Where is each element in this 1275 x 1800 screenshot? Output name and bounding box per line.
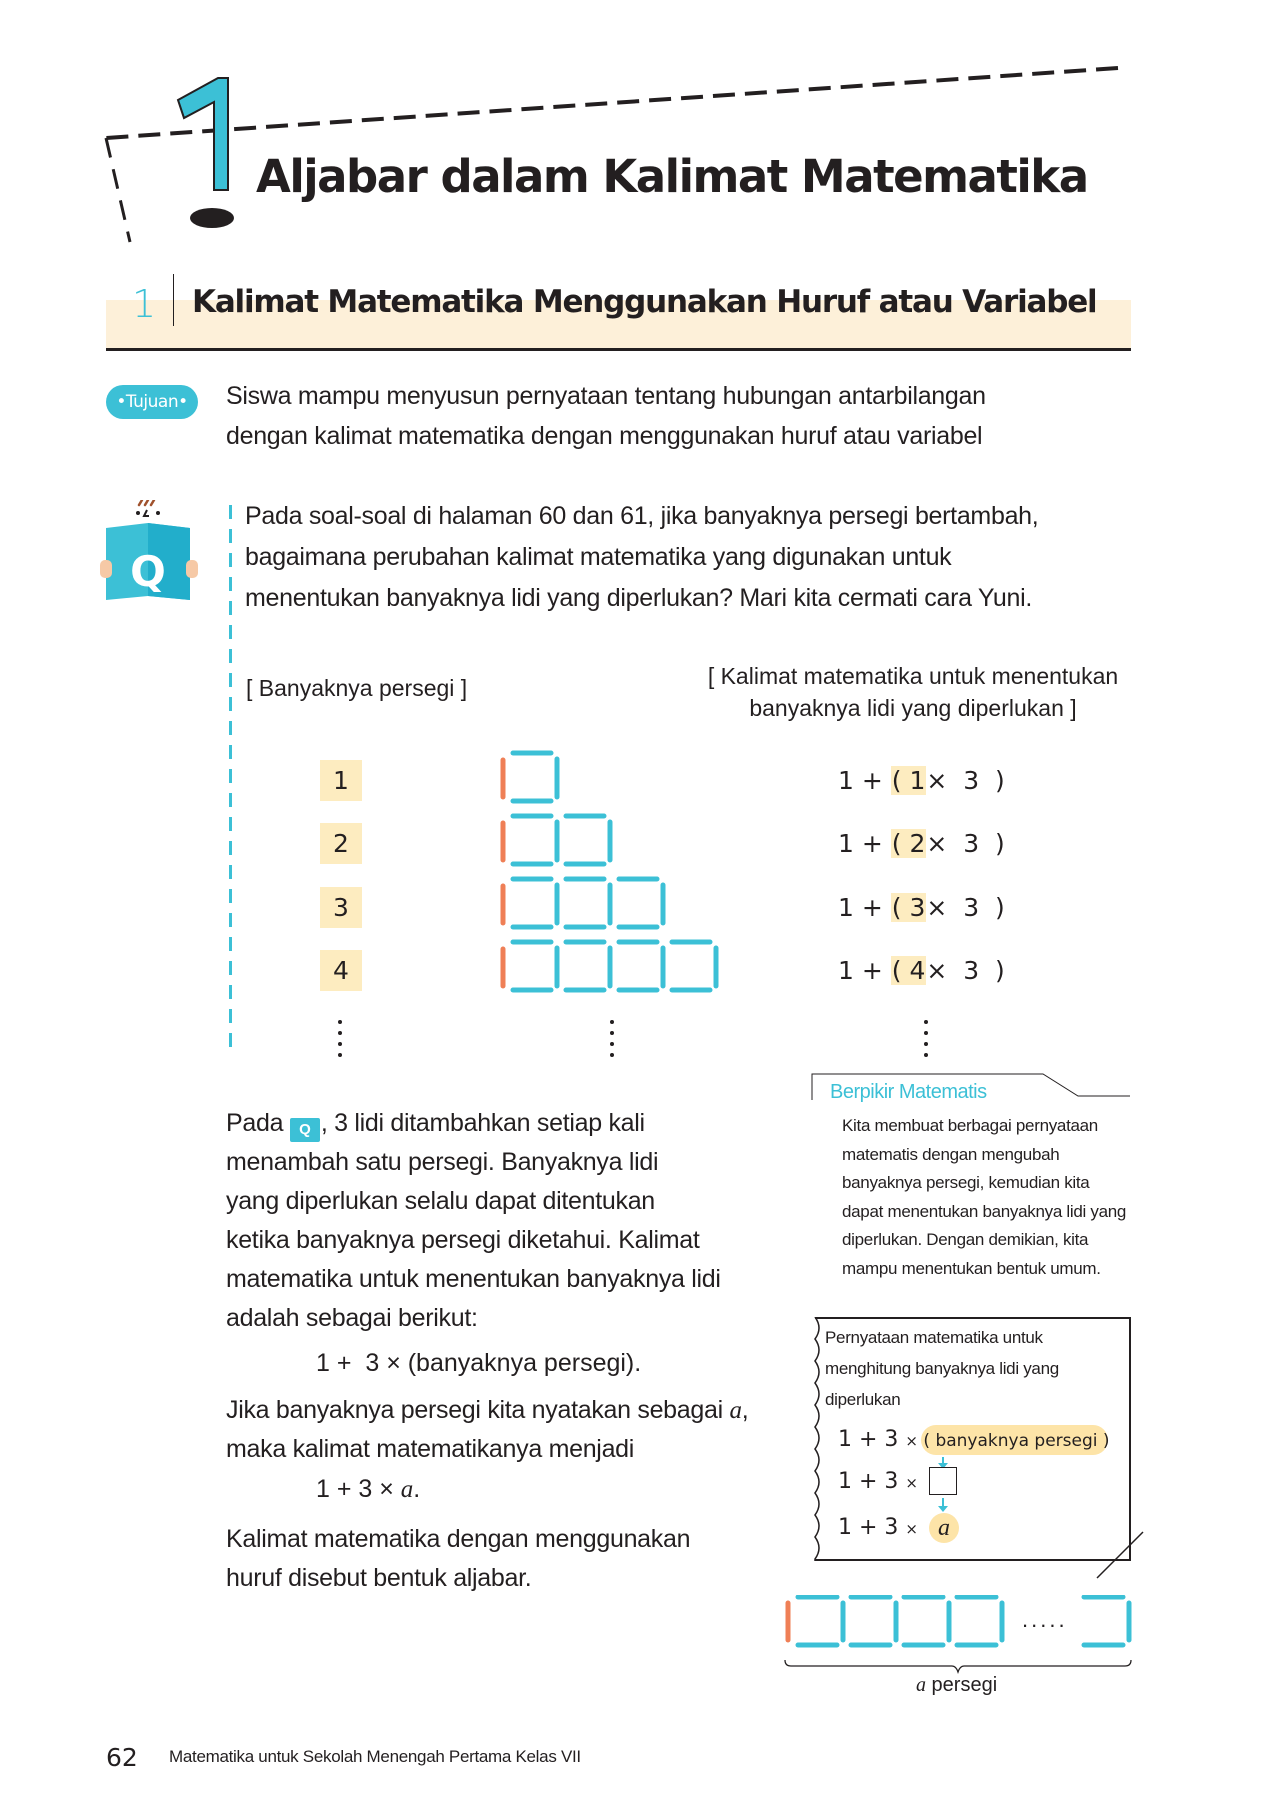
statement-expr-box [838, 1466, 918, 1499]
think-line: dapat menentukan banyaknya lidi yang [842, 1201, 1127, 1221]
section-rule [106, 348, 1131, 351]
header-line: banyaknya lidi yang diperlukan ] [749, 695, 1077, 721]
page-number: 62 [106, 1743, 138, 1772]
expr-pre: 1 + [838, 829, 891, 858]
book-title: Matematika untuk Sekolah Menengah Pertama Kelas VII [169, 1747, 581, 1766]
expr-post: × 3 ) [926, 893, 1005, 922]
expr-pre: 1 + [838, 893, 891, 922]
question-dashed-line [229, 505, 232, 1050]
variable-paragraph [226, 1391, 806, 1469]
square-count-box: 3 [320, 887, 362, 928]
expression-row [838, 887, 1005, 928]
formula-general: 1 + 3 × (banyaknya persegi). [316, 1349, 642, 1377]
expr-highlight: ( 2 [891, 829, 926, 858]
expr-highlight: ( 3 [891, 893, 926, 922]
vertical-ellipsis-icon [610, 1020, 616, 1064]
header-line: [ Kalimat matematika untuk menentukan [707, 663, 1119, 689]
statement-expr-variable [838, 1512, 918, 1545]
explanation-line: menambah satu persegi. Banyaknya lidi [226, 1148, 659, 1176]
q-book-character-icon [100, 500, 200, 600]
explanation-line: matematika untuk menentukan banyaknya lidi [226, 1265, 721, 1293]
times-sign: × [905, 1520, 918, 1538]
text: . [413, 1475, 421, 1503]
question-line: bagaimana perubahan kalimat matematika yang digunakan untuk [245, 543, 952, 571]
goal-line: Siswa mampu menyusun pernyataan tentang hubungan antarbilangan [226, 382, 986, 410]
text: , [741, 1396, 749, 1424]
expression-row [838, 760, 1005, 801]
expr-post: × 3 ) [926, 956, 1005, 985]
statement-line: Pernyataan matematika untuk [825, 1328, 1043, 1347]
text: ( banyaknya persegi ) [918, 1431, 1110, 1451]
square-count-box: 1 [320, 760, 362, 801]
goal-text [226, 376, 1126, 456]
text: 1 + 3 [838, 1469, 906, 1494]
statement-expr-words [838, 1424, 1110, 1457]
question-line: menentukan banyaknya lidi yang diperlukan? Mari kita cermati cara Yuni. [245, 584, 1033, 612]
explanation-line: ketika banyaknya persegi diketahui. Kalimat [226, 1226, 700, 1254]
q-badge-icon: Q [290, 1118, 320, 1142]
text: 1 + 3 [838, 1427, 906, 1452]
chapter-number-icon [170, 70, 240, 230]
section-divider [173, 274, 174, 326]
think-line: matematis dengan mengubah [842, 1144, 1060, 1164]
text: 1 + 3 [838, 1515, 906, 1540]
down-arrow-icon [942, 1498, 944, 1506]
square-count-box: 4 [320, 950, 362, 991]
expr-pre: 1 + [838, 766, 891, 795]
variable-a: a [729, 1397, 742, 1424]
statement-line: menghitung banyaknya lidi yang [825, 1359, 1059, 1378]
think-box-title: Berpikir Matematis [830, 1081, 987, 1103]
section-number: 1 [132, 282, 157, 326]
think-line: banyaknya persegi, kemudian kita [842, 1173, 1090, 1192]
text: Pada [226, 1109, 290, 1137]
placeholder-square [929, 1467, 957, 1495]
times-sign: × [905, 1432, 918, 1450]
expression-row [838, 950, 1005, 991]
explanation-line: maka kalimat matematikanya menjadi [226, 1435, 635, 1463]
variable-a: a [400, 1476, 414, 1503]
vertical-ellipsis-icon [924, 1020, 930, 1064]
formula-algebraic [316, 1471, 420, 1508]
expr-highlight: ( 4 [891, 956, 926, 985]
page-curl-line [1095, 1530, 1145, 1580]
statement-line: diperlukan [825, 1390, 901, 1409]
explanation-line: Kalimat matematika dengan menggunakan [226, 1525, 691, 1553]
chapter-title: Aljabar dalam Kalimat Matematika [256, 150, 1088, 203]
down-arrow-icon [942, 1457, 944, 1463]
general-squares-figure [780, 1595, 1140, 1675]
matchstick-squares-figure [495, 745, 735, 1005]
square-count-box: 2 [320, 823, 362, 864]
statement-box-text [825, 1322, 1105, 1415]
column-header-squares: [ Banyaknya persegi ] [246, 675, 468, 701]
explanation-paragraph [226, 1104, 786, 1338]
expr-pre: 1 + [838, 956, 891, 985]
think-box-text [842, 1112, 1142, 1283]
question-text [245, 496, 1125, 619]
explanation-line: adalah sebagai berikut: [226, 1304, 478, 1332]
expr-post: × 3 ) [926, 766, 1005, 795]
expr-highlight: ( 1 [891, 766, 926, 795]
expression-row [838, 823, 1005, 864]
text: Jika banyaknya persegi kita nyatakan sebagai [226, 1396, 730, 1424]
svg-text:Q: Q [130, 547, 166, 596]
question-line: Pada soal-soal di halaman 60 dan 61, jika banyaknya persegi bertambah, [245, 502, 1039, 530]
notebook-wavy-edge [806, 1317, 820, 1561]
text: , 3 lidi ditambahkan setiap kali [320, 1109, 645, 1137]
text: 1 + 3 × [316, 1475, 401, 1503]
variable-a: a [916, 1674, 926, 1696]
section-title: Kalimat Matematika Menggunakan Huruf atau Variabel [192, 284, 1097, 320]
expr-post: × 3 ) [926, 829, 1005, 858]
think-line: mampu menentukan bentuk umum. [842, 1258, 1101, 1278]
closing-paragraph [226, 1520, 786, 1598]
explanation-line: yang diperlukan selalu dapat ditentukan [226, 1187, 655, 1215]
column-header-expression [688, 660, 1138, 724]
think-line: diperlukan. Dengan demikian, kita [842, 1230, 1089, 1249]
text: persegi [926, 1674, 998, 1696]
variable-a-circle: a [929, 1513, 959, 1543]
times-sign: × [905, 1474, 918, 1492]
think-line: Kita membuat berbagai pernyataan [842, 1116, 1098, 1135]
goal-badge: •Tujuan• [106, 385, 198, 419]
explanation-line [226, 1391, 806, 1430]
goal-line: dengan kalimat matematika dengan menggunakan huruf atau variabel [226, 422, 983, 450]
squares-label [916, 1674, 997, 1697]
horizontal-ellipsis: ..... [1022, 1607, 1068, 1632]
explanation-line: huruf disebut bentuk aljabar. [226, 1564, 532, 1592]
explanation-line [226, 1104, 786, 1143]
vertical-ellipsis-icon [338, 1020, 344, 1064]
